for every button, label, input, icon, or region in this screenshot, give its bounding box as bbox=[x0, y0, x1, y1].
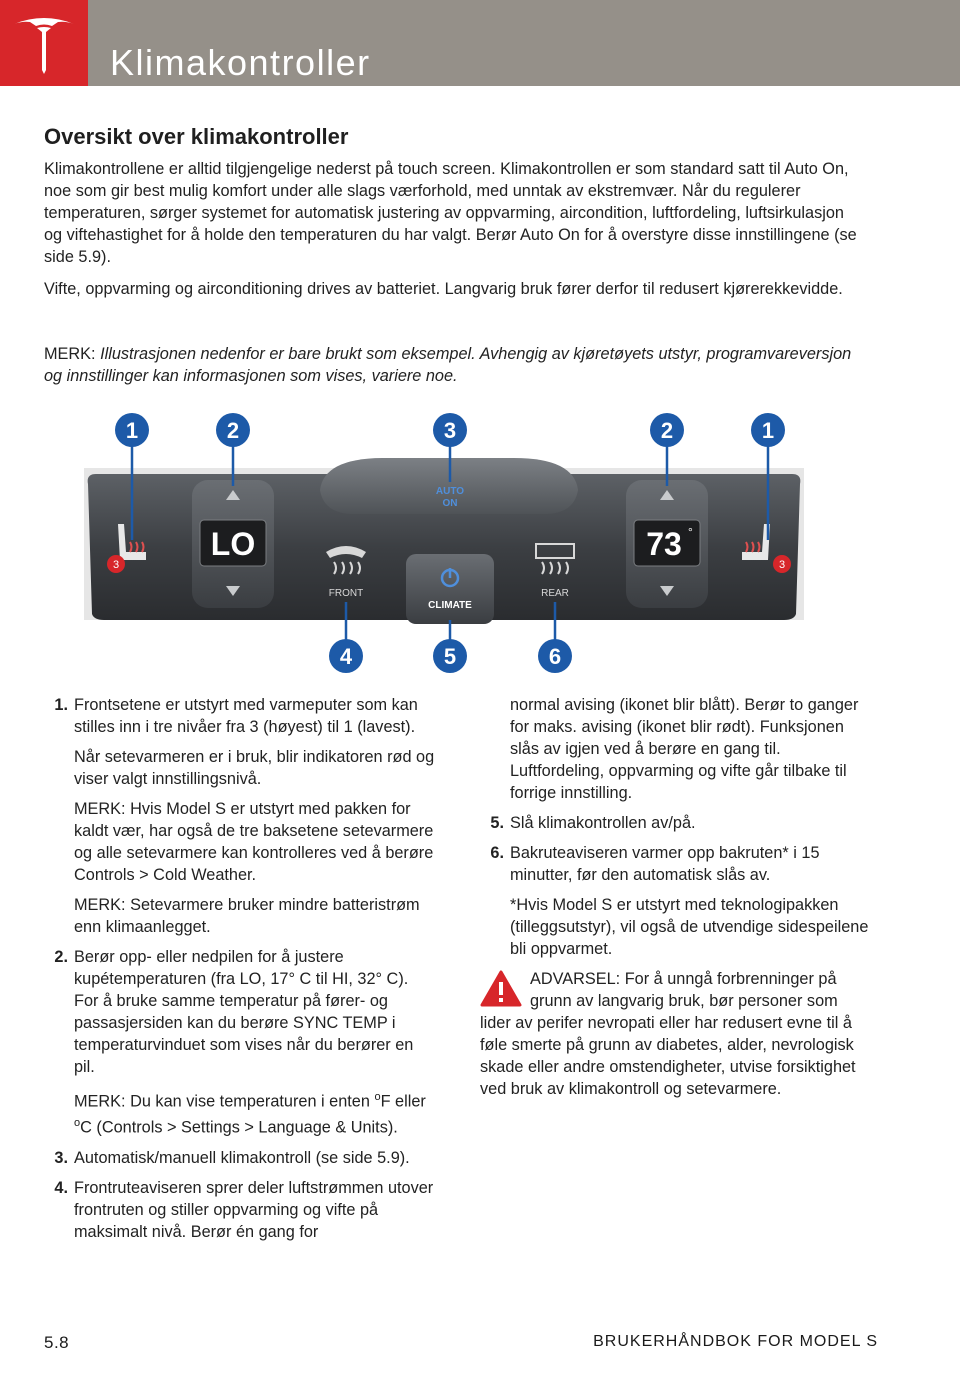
list-item-4-continued bbox=[480, 694, 872, 804]
degree-sup-2: o bbox=[74, 1117, 81, 1130]
list-item-2 bbox=[44, 946, 436, 1139]
intro-paragraph: Klimakontrollene er alltid tilgjengelige nederst på touch screen. Klimakontrollen er som standard satt til Auto On, noe som gir best mulig komfort under alle slags værforhold, med unntak av ekstremvær. Når du regulerer temperaturen, sørger systemet for automatisk justering av oppvarming, aircondition, luftfordeling, luftsirkulasjon og viftehastighet for å holde den temperaturen du har valgt. Berør Auto On for å overstyre disse innstillingene (se side 5.9). bbox=[44, 160, 857, 266]
list-item-1-note-battery: MERK: Setevarmere bruker mindre batteristrøm enn klimaanlegget. bbox=[74, 896, 420, 936]
list-item-1-text: Frontsetene er utstyrt med varmeputer som kan stilles inn i tre nivåer fra 3 (høyest) til 1 (lavest). bbox=[74, 696, 418, 736]
callout-1-left-label: 1 bbox=[125, 418, 139, 443]
list-item-5-text: Slå klimakontrollen av/på. bbox=[510, 814, 696, 832]
left-temp-value: LO bbox=[210, 526, 256, 562]
list-item-5 bbox=[480, 812, 872, 834]
note-text: Illustrasjonen nedenfor er bare brukt som eksempel. Avhengig av kjøretøyets utstyr, programvareversjon og innstillinger kan informasjonen som vises, variere noe. bbox=[44, 345, 852, 385]
list-item-4-number: 4. bbox=[54, 1178, 68, 1197]
right-temp-value: 73 bbox=[646, 526, 682, 562]
callout-2-left-label: 2 bbox=[226, 418, 240, 443]
callout-6-label: 6 bbox=[548, 644, 562, 669]
battery-paragraph: Vifte, oppvarming og airconditioning drives av batteriet. Langvarig bruk fører derfor til redusert kjørerekkevidde. bbox=[44, 280, 843, 298]
manual-title: BRUKERHÅNDBOK FOR MODEL S bbox=[593, 1333, 878, 1350]
auto-label: AUTO bbox=[435, 486, 465, 497]
page-number: 5.8 bbox=[44, 1333, 70, 1352]
list-item-4-continued-text: normal avising (ikonet blir blått). Berør to ganger for maks. avising (ikonet blir rødt). Funksjonen slås av igjen ved å berøre en gang til. Luftfordeling, oppvarming og vifte går tilbake til forrige innstilling. bbox=[510, 696, 859, 802]
right-column bbox=[480, 694, 872, 1100]
note-units-part3: C (Controls > Settings > Language & Units). bbox=[80, 1118, 398, 1137]
callout-5-label: 5 bbox=[443, 644, 457, 669]
list-item-1-indicator-text: Når setevarmeren er i bruk, blir indikatoren rød og viser valgt innstillingsnivå. bbox=[74, 748, 435, 788]
climate-controls-figure bbox=[84, 402, 804, 682]
callout-1-right-label: 1 bbox=[761, 418, 775, 443]
list-item-2-note bbox=[74, 1086, 436, 1139]
climate-controls-illustration bbox=[84, 402, 804, 682]
list-item-6-text: Bakruteaviseren varmer opp bakruten* i 15 minutter, før den automatisk slås av. bbox=[510, 844, 820, 884]
climate-power-button bbox=[406, 554, 494, 624]
warning-text: ADVARSEL: For å unngå forbrenninger på grunn av langvarig bruk, bør personer som lider av perifer nevropati eller har redusert evne til å føle smerte på grunn av diabetes, alder, nevrologisk skade eller andre omstendigheter, utvise forsiktighet ved bruk av klimakontroll og setevarmere. bbox=[480, 970, 856, 1098]
list-item-1-number: 1. bbox=[54, 696, 68, 714]
rear-label: REAR bbox=[541, 588, 569, 599]
list-item-3-number: 3. bbox=[54, 1148, 68, 1167]
climate-label: CLIMATE bbox=[428, 600, 472, 611]
note-units-part1: MERK: Du kan vise temperaturen i enten bbox=[74, 1092, 375, 1111]
list-item-3 bbox=[44, 1147, 436, 1169]
list-item-6-footnote: *Hvis Model S er utstyrt med teknologipakken (tilleggsutstyr), vil også de utvendige sidespeilene bli oppvarmet. bbox=[510, 896, 869, 958]
left-column bbox=[44, 694, 436, 1251]
list-item-6-number: 6. bbox=[490, 844, 504, 862]
list-item-1 bbox=[44, 694, 436, 938]
callout-3-label: 3 bbox=[443, 418, 457, 443]
callout-4-label: 4 bbox=[339, 644, 353, 669]
left-seat-level: 3 bbox=[112, 559, 120, 571]
right-temp-unit: ° bbox=[688, 525, 693, 539]
front-label: FRONT bbox=[328, 588, 364, 599]
note-label: MERK: bbox=[44, 345, 101, 363]
degree-sup-1: o bbox=[374, 1091, 381, 1103]
tesla-logo-icon bbox=[0, 0, 88, 86]
list-item-5-number: 5. bbox=[490, 814, 504, 832]
on-label: ON bbox=[442, 498, 458, 509]
page-header-title: Klimakontroller bbox=[110, 42, 371, 84]
list-item-2-number: 2. bbox=[54, 948, 68, 966]
note-units-part2: F eller bbox=[380, 1092, 426, 1111]
list-item-4-text: Frontruteaviseren sprer deler luftstrømmen utover frontruten og stiller oppvarming og vifte på maksimalt nivå. Berør én gang for bbox=[74, 1178, 434, 1241]
warning-block bbox=[480, 968, 872, 1100]
section-title: Oversikt over klimakontroller bbox=[44, 124, 349, 149]
callout-2-right-label: 2 bbox=[660, 418, 674, 443]
list-item-1-note-cold-weather: MERK: Hvis Model S er utstyrt med pakken for kaldt vær, har også de tre baksetene setevarmere og alle setevarmere kan kontrolleres ved å berøre Controls > Cold Weather. bbox=[74, 800, 434, 884]
right-seat-level: 3 bbox=[778, 559, 786, 571]
list-item-2-text: Berør opp- eller nedpilen for å justere kupétemperaturen (fra LO, 17° C til HI, 32° C). For å bruke samme temperatur på fører- og passasjersiden kan du berøre SYNC TEMP i temperaturvinduet som vises når du berører en pil. bbox=[74, 948, 414, 1076]
list-item-6 bbox=[480, 842, 872, 960]
list-item-4 bbox=[44, 1177, 436, 1243]
tesla-logo bbox=[0, 0, 88, 86]
note-paragraph bbox=[44, 343, 864, 387]
list-item-3-text: Automatisk/manuell klimakontroll (se side 5.9). bbox=[74, 1148, 410, 1167]
warning-triangle-icon bbox=[480, 970, 522, 1008]
